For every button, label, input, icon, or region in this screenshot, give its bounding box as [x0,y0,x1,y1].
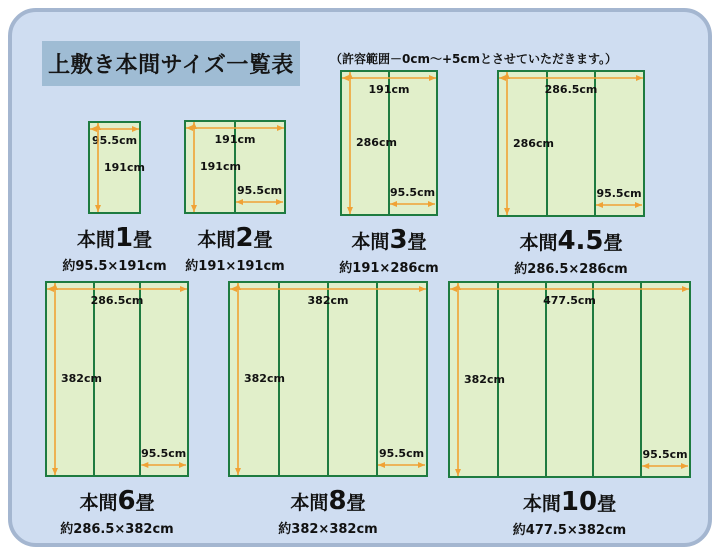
diagram-name [514,226,627,257]
diagram-size: 約191×286cm [339,261,439,277]
diagram-name [185,223,284,254]
height-arrow [235,283,241,475]
height-dimension-label: 286cm [513,136,554,150]
diagram-name [278,486,377,517]
diagram-name-suf: 畳 [603,232,623,254]
diagram-caption [514,226,627,277]
width-arrow [450,286,689,292]
diagram-name-num: 2 [235,223,254,253]
diagram-name-num: 6 [117,486,136,516]
height-dimension-label: 191cm [200,159,241,173]
diagram-caption [513,487,626,538]
diagram-name-num: 4.5 [557,226,604,256]
diagram-name-pre: 本間 [519,232,558,254]
diagram-size: 約477.5×382cm [512,523,627,539]
height-dimension-label: 382cm [61,371,102,385]
diagram-caption [185,223,284,274]
tatami-width-label: 95.5cm [141,446,187,460]
width-arrow [499,75,643,81]
width-dimension-label: 477.5cm [543,294,596,307]
diagram-name-pre: 本間 [351,231,390,253]
diagram-name [513,487,626,518]
tatami-width-arrow [378,462,425,468]
height-arrow [191,122,197,212]
diagram-caption [62,223,166,274]
tatami-width-label: 95.5cm [378,446,425,460]
tatami-width-arrow [642,463,688,469]
tatami-width-label: 95.5cm [642,447,688,461]
tatami-width-label: 95.5cm [596,186,642,200]
diagram-size: 約95.5×191cm [62,259,167,275]
page-title: 上敷き本間サイズ一覧表 [48,53,294,78]
diagram-name-suf: 畳 [253,229,273,251]
diagram-name [339,225,438,256]
height-arrow [52,283,58,475]
width-dimension-label: 191cm [214,133,256,146]
dimension-arrows [228,281,428,477]
diagram-name-pre: 本間 [79,492,118,514]
diagram-caption [278,486,377,537]
width-dimension-label: 286.5cm [90,294,144,307]
height-arrow [347,72,353,214]
diagram-name-pre: 本間 [76,229,115,251]
height-dimension-label: 286cm [356,135,397,149]
diagram-name [60,486,173,517]
dimension-arrows [184,120,286,214]
diagram-name [62,223,166,254]
tatami-width-label: 95.5cm [389,185,436,199]
tatami-width-arrow [236,199,283,205]
dimension-arrows [45,281,189,477]
height-dimension-label: 191cm [104,160,145,174]
height-arrow [504,72,510,215]
height-arrow [95,123,101,212]
diagram-name-num: 10 [560,487,598,517]
diagram-caption [339,225,438,276]
dimension-arrows [88,121,141,214]
width-arrow [230,286,426,292]
diagram-size: 約382×382cm [278,522,378,538]
width-dimension-label: 191cm [368,83,410,96]
diagram-name-pre: 本間 [197,229,236,251]
height-dimension-label: 382cm [244,371,285,385]
tolerance-note: （許容範囲－0cm～+5cmとさせていただきます。） [330,52,618,66]
diagram-name-pre: 本間 [522,493,561,515]
diagram-name-num: 8 [328,486,347,516]
tatami-width-arrow [390,201,435,207]
width-dimension-label: 95.5cm [91,134,138,147]
diagram-name-suf: 畳 [407,231,427,253]
width-dimension-label: 382cm [307,294,349,307]
tatami-width-arrow [596,202,642,208]
height-arrow [455,283,461,476]
diagram-name-num: 1 [114,223,134,253]
diagram-size: 約191×191cm [185,259,285,275]
dimension-arrows [448,281,691,478]
diagram-name-suf: 畳 [135,492,155,514]
diagram-size: 約286.5×382cm [60,522,174,538]
diagram-name-num: 3 [389,225,408,255]
tatami-width-label: 95.5cm [236,183,283,197]
width-dimension-label: 286.5cm [544,83,598,96]
width-arrow [342,75,436,81]
diagram-name-pre: 本間 [290,492,329,514]
dimension-arrows [340,70,438,216]
diagram-name-suf: 畳 [133,229,153,251]
diagram-size: 約286.5×286cm [514,262,628,278]
dimension-arrows [497,70,645,217]
diagram-caption [60,486,173,537]
diagram-name-suf: 畳 [346,492,366,514]
width-arrow [186,125,284,131]
height-dimension-label: 382cm [464,372,505,386]
width-arrow [47,286,187,292]
tatami-width-arrow [141,462,186,468]
diagram-name-suf: 畳 [597,493,617,515]
